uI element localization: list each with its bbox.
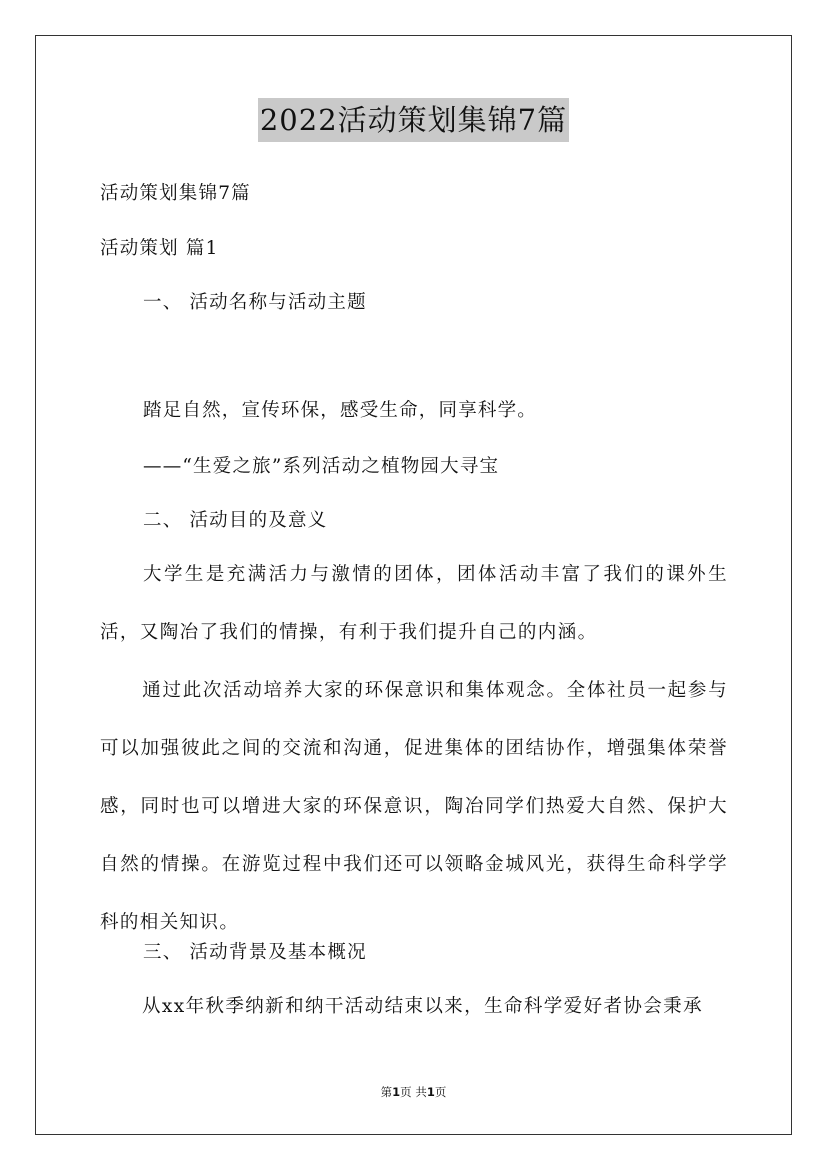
heading-activity-name: 一、 活动名称与活动主题 [143,292,367,313]
footer-page-total: 1 [426,1085,435,1099]
paragraph-purpose-1 [100,546,728,662]
paragraph-background-text: 从xx年秋季纳新和纳干活动结束以来，生命科学爱好者协会秉承 [142,996,703,1017]
paragraph-purpose-2-text: 通过此次活动培养大家的环保意识和集体观念。全体社员一起参与可以加强彼此之间的交流和沟通，促进集体的团结协作，增强集体荣誉感，同时也可以增进大家的环保意识，陶冶同学们热爱大自然、保护大自然的情操。在游览过程中我们还可以领略金城风光，获得生命科学学科的相关知识。 [100,680,728,933]
section-heading: 活动策划 篇1 [100,238,219,259]
document-subtitle: 活动策划集锦7篇 [100,183,251,204]
title-container [0,98,827,142]
paragraph-purpose-1-text: 大学生是充满活力与激情的团体，团体活动丰富了我们的课外生活，又陶冶了我们的情操，有利于我们提升自己的内涵。 [100,564,728,643]
footer-page-current: 1 [392,1085,401,1099]
footer-suffix: 页 [434,1085,447,1099]
paragraph-background [100,978,728,1036]
heading-background: 三、 活动背景及基本概况 [143,942,367,963]
paragraph-purpose-2 [100,662,728,952]
theme-line: 踏足自然，宣传环保，感受生命，同享科学。 [143,400,538,421]
heading-purpose: 二、 活动目的及意义 [143,510,328,531]
page-footer [0,1084,827,1100]
footer-mid: 页 共 [400,1085,427,1099]
footer-prefix: 第 [380,1085,393,1099]
theme-subline: ——“生爱之旅”系列活动之植物园大寻宝 [143,456,500,477]
document-title: 2022活动策划集锦7篇 [258,98,569,142]
